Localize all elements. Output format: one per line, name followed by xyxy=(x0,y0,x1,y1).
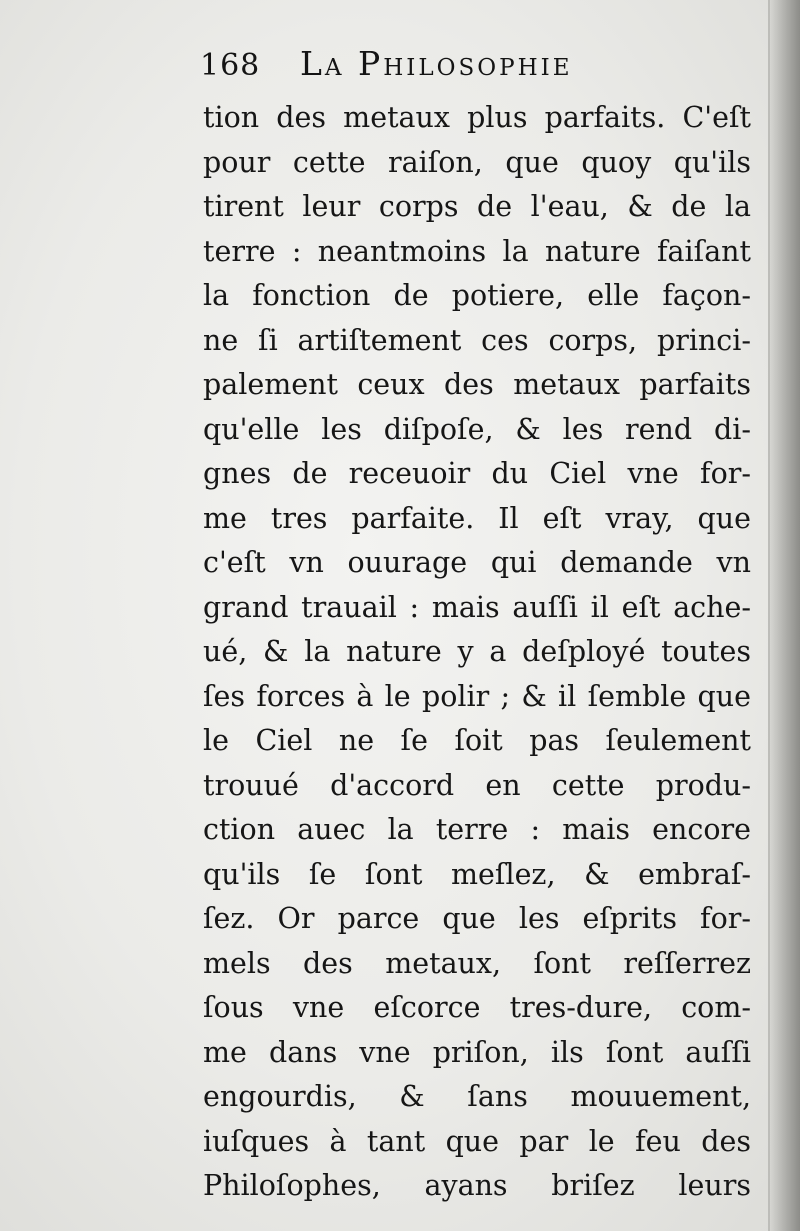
text-line: ſez. Or parce que les eſprits for- xyxy=(203,902,751,935)
page-number: 168 xyxy=(200,48,261,83)
text-line: qu'ils ſe ſont meſlez, & embraſ- xyxy=(203,857,751,891)
text-line: ſes forces à le polir ; & il ſemble que xyxy=(203,679,751,713)
text-line: grand trauail : mais auſſi il eſt ache- xyxy=(203,590,751,624)
text-line: me tres parfaite. Il eſt vray, que xyxy=(203,501,751,535)
text-line: engourdis, & ſans mouuement, xyxy=(203,1080,751,1113)
text-line: iuſques à tant que par le feu des xyxy=(203,1124,751,1158)
text-line: terre : neantmoins la nature faiſant xyxy=(203,234,751,268)
text-line: pour cette raiſon, que quoy qu'ils xyxy=(203,145,751,179)
text-line: ué, & la nature y a deſployé toutes xyxy=(203,635,751,668)
text-line: le Ciel ne ſe ſoit pas ſeulement xyxy=(203,724,751,757)
running-title: La Philosophie xyxy=(300,44,573,83)
text-line: gnes de receuoir du Ciel vne for- xyxy=(203,457,751,490)
body-text xyxy=(203,96,751,1209)
text-line: ction auec la terre : mais encore xyxy=(203,813,751,846)
page-header xyxy=(200,44,730,90)
text-line: trouué d'accord en cette produ- xyxy=(203,768,751,802)
text-line: tirent leur corps de l'eau, & de la xyxy=(203,190,751,223)
text-line: ne ſi artiſtement ces corps, princi- xyxy=(203,323,751,357)
text-line: mels des metaux, ſont reſſerrez xyxy=(203,946,751,980)
text-line: qu'elle les diſpoſe, & les rend di- xyxy=(203,412,751,446)
text-line: Philoſophes, ayans briſez leurs xyxy=(203,1169,751,1202)
text-line: palement ceux des metaux parfaits xyxy=(203,368,751,401)
text-line: ſous vne eſcorce tres-dure, com- xyxy=(203,991,751,1024)
page-gutter-shadow xyxy=(770,0,800,1231)
text-line: tion des metaux plus parfaits. C'eſt xyxy=(203,101,751,134)
text-line: me dans vne priſon, ils ſont auſſi xyxy=(203,1035,751,1069)
text-line: la fonction de potiere, elle façon- xyxy=(203,279,751,312)
text-line: c'eſt vn ouurage qui demande vn xyxy=(203,546,751,579)
